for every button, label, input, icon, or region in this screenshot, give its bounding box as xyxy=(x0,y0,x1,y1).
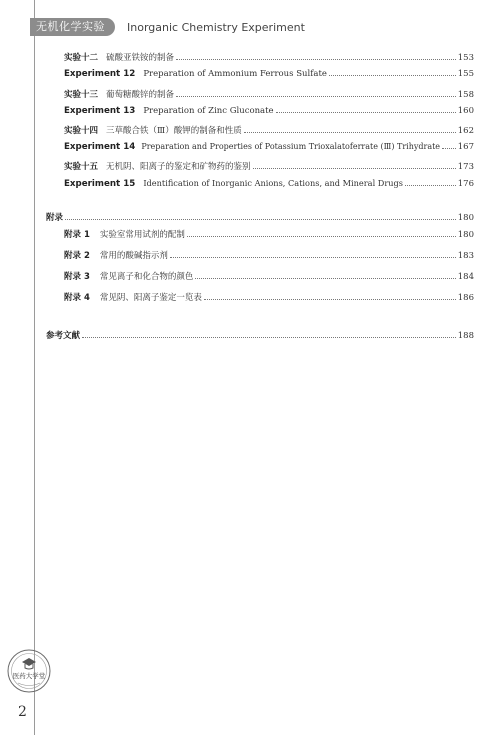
toc-entry[interactable] xyxy=(64,177,474,190)
appendix-label: 附录 xyxy=(46,213,64,223)
toc-entry-label: 实验十五 xyxy=(64,162,99,172)
references-page: 188 xyxy=(457,331,474,341)
toc-entry-page: 173 xyxy=(457,162,474,172)
toc-entry[interactable] xyxy=(64,125,474,137)
references-label: 参考文献 xyxy=(46,331,81,341)
toc-entry-page: 186 xyxy=(457,293,474,303)
toc-entry[interactable] xyxy=(64,141,474,153)
toc-section-references[interactable] xyxy=(46,330,474,342)
dot-leader xyxy=(65,219,456,220)
toc-entry-label: 附录 2 xyxy=(64,251,90,261)
toc-entry[interactable] xyxy=(64,250,474,262)
toc-entry-title: Preparation and Properties of Potassium Trioxalatoferrate (Ⅲ) Trihydrate xyxy=(141,142,441,151)
toc-entry-label: 附录 1 xyxy=(64,230,90,240)
toc-entry-title: 硫酸亚铁铵的制备 xyxy=(106,53,175,63)
toc-entry[interactable] xyxy=(64,105,474,117)
toc-entry-label: 实验十二 xyxy=(64,53,99,63)
dot-leader xyxy=(170,257,456,258)
toc-entry-label: Experiment 15 xyxy=(64,179,136,189)
dot-leader xyxy=(276,112,456,113)
dot-leader xyxy=(253,168,456,169)
toc-entry-title: Preparation of Zinc Gluconate xyxy=(143,106,274,116)
toc-entry-title: Identification of Inorganic Anions, Cations, and Mineral Drugs xyxy=(143,178,403,188)
toc-entry-label: 实验十四 xyxy=(64,126,99,136)
toc-entry-title: 葡萄糖酸锌的制备 xyxy=(106,90,175,100)
toc-entry-label: Experiment 14 xyxy=(64,142,136,152)
toc-entry-title: 实验室常用试剂的配制 xyxy=(99,230,185,240)
toc-entry-page: 160 xyxy=(457,106,474,116)
toc-entry-page: 167 xyxy=(457,142,474,152)
toc-entry-title: 三草酸合铁（Ⅲ）酸钾的制备和性质 xyxy=(106,126,242,136)
running-header xyxy=(30,18,305,36)
toc-entry[interactable] xyxy=(64,89,474,101)
dot-leader xyxy=(82,337,456,338)
dot-leader xyxy=(329,75,456,76)
dot-leader xyxy=(176,96,456,97)
toc-entry[interactable] xyxy=(64,52,474,64)
toc-entry-title: 常见离子和化合物的颜色 xyxy=(99,272,194,282)
page-number: 2 xyxy=(18,704,27,720)
toc-entry-title: 无机阴、阳离子的鉴定和矿物药的鉴别 xyxy=(106,162,251,172)
toc-entry-page: 153 xyxy=(457,53,474,63)
toc-entry[interactable] xyxy=(64,229,474,241)
dot-leader xyxy=(405,185,456,186)
dot-leader xyxy=(195,278,455,279)
toc-entry-page: 162 xyxy=(457,126,474,136)
toc-entry-title: Preparation of Ammonium Ferrous Sulfate xyxy=(143,69,327,79)
dot-leader xyxy=(244,132,456,133)
toc-entry-page: 183 xyxy=(457,251,474,261)
logo-text: 医药大学堂 xyxy=(12,672,46,680)
toc-entry-page: 158 xyxy=(457,90,474,100)
toc-entry-title: 常用的酸碱指示剂 xyxy=(99,251,168,261)
toc-entry[interactable] xyxy=(64,292,474,304)
toc-entry-page: 180 xyxy=(457,230,474,240)
dot-leader xyxy=(187,236,456,237)
toc-entry-label: Experiment 13 xyxy=(64,106,136,116)
dot-leader xyxy=(204,299,456,300)
toc-entry[interactable] xyxy=(64,68,474,80)
toc-entry-page: 184 xyxy=(457,272,474,282)
dot-leader xyxy=(176,59,456,60)
toc-entry-title: 常见阴、阳离子鉴定一览表 xyxy=(99,293,202,303)
header-book-tag: 无机化学实验 xyxy=(30,18,115,36)
publisher-logo xyxy=(6,648,52,694)
toc-entry[interactable] xyxy=(64,161,474,173)
toc-entry[interactable] xyxy=(64,271,474,283)
header-english-title: Inorganic Chemistry Experiment xyxy=(127,20,305,34)
publisher-seal-icon xyxy=(6,648,52,694)
dot-leader xyxy=(442,148,456,149)
appendix-page: 180 xyxy=(457,213,474,223)
toc-entry-label: 附录 3 xyxy=(64,272,90,282)
toc-entry-label: 附录 4 xyxy=(64,293,90,303)
toc-section-appendix[interactable] xyxy=(46,212,474,224)
toc-entry-label: Experiment 12 xyxy=(64,69,136,79)
toc-entry-page: 155 xyxy=(457,69,474,79)
toc-entry-page: 176 xyxy=(457,179,474,189)
left-margin-rule xyxy=(34,0,35,735)
toc-entry-label: 实验十三 xyxy=(64,90,99,100)
